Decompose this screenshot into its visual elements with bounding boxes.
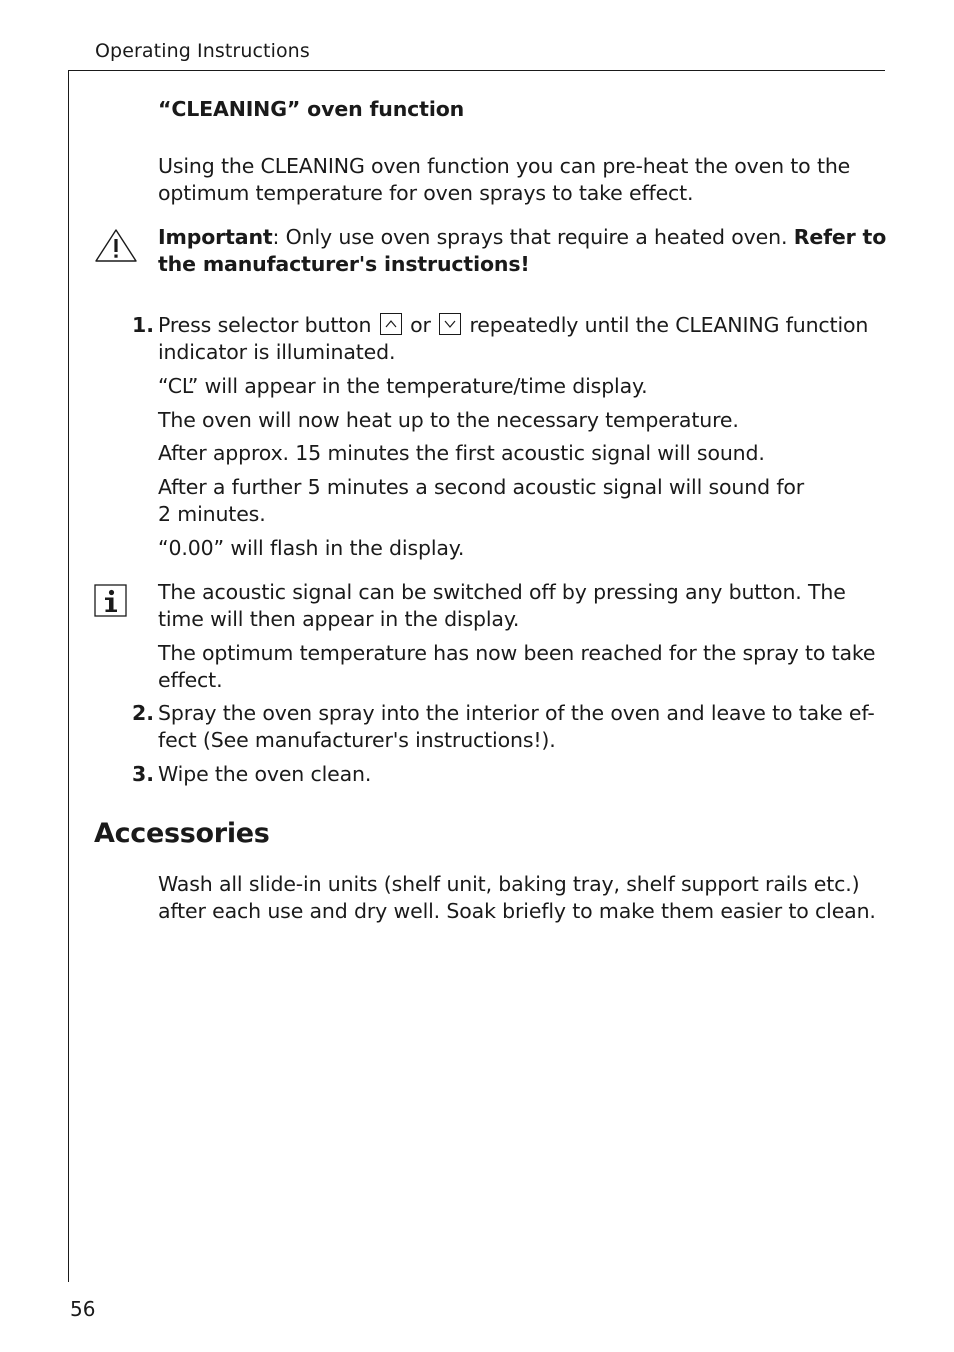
header-rule: [68, 70, 885, 71]
step-line: Wipe the oven clean.: [158, 762, 372, 786]
warning-text: : Only use oven sprays that require a heated oven.: [272, 225, 794, 249]
accessories-heading: Accessories: [94, 818, 270, 849]
info-icon: [94, 584, 128, 622]
step-number: 3.: [132, 762, 155, 786]
step-detail: The oven will now heat up to the necessary temperature.: [158, 408, 739, 432]
warning-line: [158, 224, 886, 251]
step-line: fect (See manufacturer's instructions!).: [158, 728, 556, 752]
info-line: The optimum temperature has now been reached for the spray to take: [158, 641, 876, 665]
step-number: 1.: [132, 313, 155, 337]
side-rule: [68, 70, 69, 1282]
page-header-label: Operating Instructions: [95, 40, 310, 62]
step-line: [158, 312, 868, 339]
warning-triangle-icon: [94, 228, 138, 268]
step-text: repeatedly until the CLEANING function: [463, 313, 869, 337]
warning-important-label: Important: [158, 225, 273, 249]
accessories-line: after each use and dry well. Soak briefly to make them easier to clean.: [158, 899, 876, 923]
chevron-up-icon: [380, 313, 402, 335]
step-detail: 2 minutes.: [158, 502, 266, 526]
warning-line: the manufacturer's instructions!: [158, 252, 530, 276]
info-line: effect.: [158, 668, 223, 692]
info-line: The acoustic signal can be switched off by pressing any button. The: [158, 580, 846, 604]
step-line: Spray the oven spray into the interior of the oven and leave to take ef-: [158, 701, 875, 725]
intro-line: Using the CLEANING oven function you can pre-heat the oven to the: [158, 154, 851, 178]
section-title: “CLEANING” oven function: [158, 97, 465, 121]
step-detail: “0.00” will flash in the display.: [158, 536, 465, 560]
step-text: or: [403, 313, 438, 337]
step-text: Press selector button: [158, 313, 378, 337]
step-number: 2.: [132, 701, 155, 725]
warning-refer-text: Refer to: [793, 225, 887, 249]
info-line: time will then appear in the display.: [158, 607, 520, 631]
chevron-down-icon: [439, 313, 461, 335]
step-line: indicator is illuminated.: [158, 340, 396, 364]
step-detail: After a further 5 minutes a second acoustic signal will sound for: [158, 475, 805, 499]
intro-line: optimum temperature for oven sprays to take effect.: [158, 181, 694, 205]
accessories-line: Wash all slide-in units (shelf unit, baking tray, shelf support rails etc.): [158, 872, 860, 896]
page-number: 56: [70, 1297, 96, 1321]
step-detail: After approx. 15 minutes the first acoustic signal will sound.: [158, 441, 765, 465]
step-detail: “CL” will appear in the temperature/time display.: [158, 374, 648, 398]
